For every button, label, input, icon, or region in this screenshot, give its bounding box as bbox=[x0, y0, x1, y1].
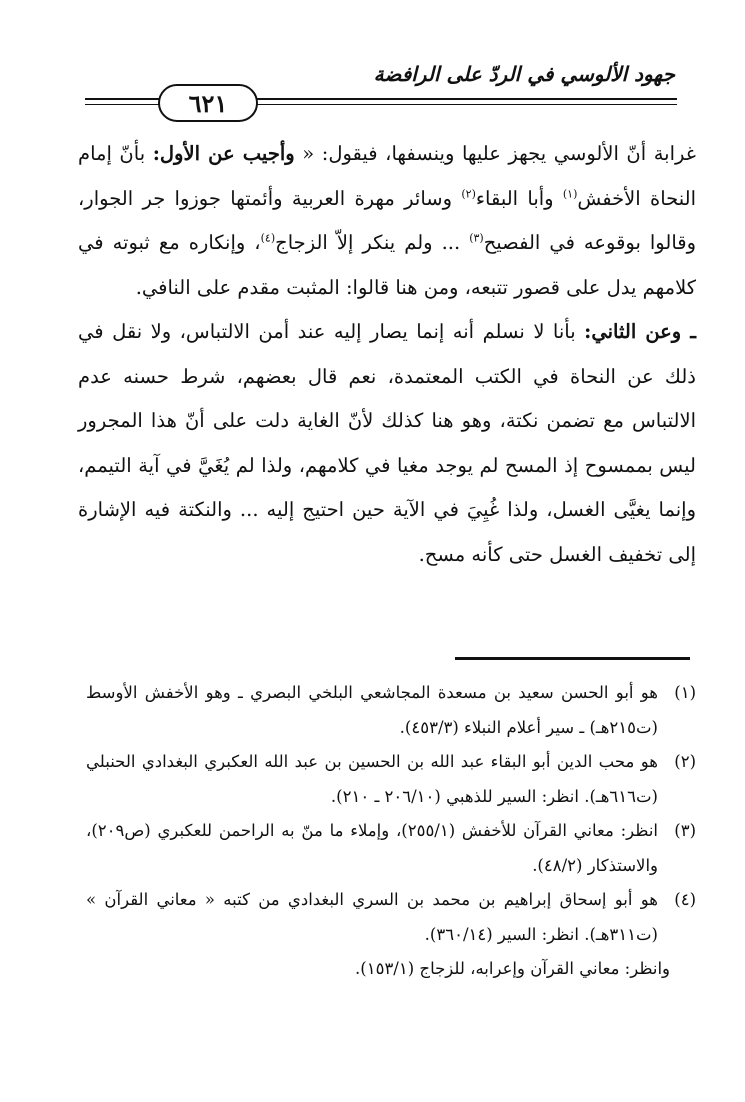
footnote-text: هو أبو الحسن سعيد بن مسعدة المجاشعي البلخي البصري ـ وهو الأخفش الأوسط (ت٢١٥هـ) ـ سير أعلام النبلاء (٤٥٣/٣). bbox=[86, 683, 658, 737]
footnote-ref-3: (٣) bbox=[469, 231, 484, 245]
text-run: وسائر مهرة العربية وأئمتها جوزوا جر الجوار، وقالوا بوقوعه في الفصيح bbox=[78, 186, 697, 254]
paragraph-1 bbox=[78, 132, 696, 310]
page-number-badge bbox=[158, 84, 258, 122]
footnote-ref-1: (١) bbox=[562, 187, 578, 200]
text-run: بأنّ إمام النحاة الأخفش bbox=[78, 142, 696, 210]
footnote-text: انظر: معاني القرآن للأخفش (٢٥٥/١)، وإملاء ما منّ به الراحمن للعكبري (ص٢٠٩)، والاستذكار (٤٨/٢). bbox=[86, 821, 658, 875]
bold-heading-second: ـ وعن الثاني: bbox=[584, 320, 697, 343]
footnote-2 bbox=[86, 745, 696, 814]
footnote-number: (٢) bbox=[674, 752, 696, 771]
text-run: غرابة أنّ الألوسي يجهز عليها وينسفها، فيقول: « bbox=[294, 142, 696, 165]
footnotes bbox=[86, 676, 696, 987]
footnote-number: (٤) bbox=[674, 890, 696, 909]
bold-heading-first: وأجيب عن الأول: bbox=[152, 142, 295, 165]
footnote-1 bbox=[86, 676, 696, 745]
text-run: ، وإنكاره مع ثبوته في كلامهم يدل على قصور تتبعه، ومن هنا قالوا: المثبت مقدم على النافي. bbox=[78, 231, 696, 299]
main-text bbox=[78, 132, 696, 577]
footnote-extra: وانظر: معاني القرآن وإعرابه، للزجاج (١٥٣/١). bbox=[355, 959, 670, 978]
footnote-3 bbox=[86, 814, 696, 883]
footnote-separator bbox=[455, 657, 690, 660]
page-number: ٦٢١ bbox=[188, 88, 228, 118]
text-run: بأنا لا نسلم أنه إنما يصار إليه عند أمن الالتباس، ولا نقل في ذلك عن النحاة في الكتب المعتمدة، نعم قال بعضهم، شرط حسنه عدم الالتباس مع تضمن نكتة، وهو هنا كذلك لأنّ الغاية دلت على أنّ هذا المجرور ليس بممسوح إذ المسح لم يوجد مغيا في كلامهم، ولذا لم يُغَيَّ في آية التيمم، وإنما يغيَّى الغسل، ولذا غُيِيَ في الآية حين احتيج إليه ... والنكتة فيه الإشارة إلى تخفيف الغسل حتى كأنه مسح. bbox=[78, 320, 696, 566]
paragraph-2 bbox=[78, 310, 696, 577]
running-header-title: جهود الألوسي في الردّ على الرافضة bbox=[373, 62, 675, 86]
footnote-4 bbox=[86, 883, 696, 952]
text-run: ... ولم ينكر إلاّ الزجاج bbox=[275, 231, 470, 254]
footnote-ref-2: (٢) bbox=[461, 187, 476, 200]
text-run: وأبا البقاء bbox=[475, 186, 563, 210]
footnote-text: هو محب الدين أبو البقاء عبد الله بن الحسين بن عبد الله العكبري البغدادي الحنبلي (ت٦١٦هـ). انظر: السير للذهبي (٢٠٦/١٠ ـ ٢١٠). bbox=[86, 752, 658, 806]
footnote-number: (٣) bbox=[674, 821, 696, 840]
footnote-ref-4: (٤) bbox=[260, 231, 276, 245]
footnote-text: هو أبو إسحاق إبراهيم بن محمد بن السري البغدادي من كتبه « معاني القرآن » (ت٣١١هـ). انظر: السير (٣٦٠/١٤). bbox=[86, 890, 658, 944]
footnote-number: (١) bbox=[674, 683, 696, 702]
